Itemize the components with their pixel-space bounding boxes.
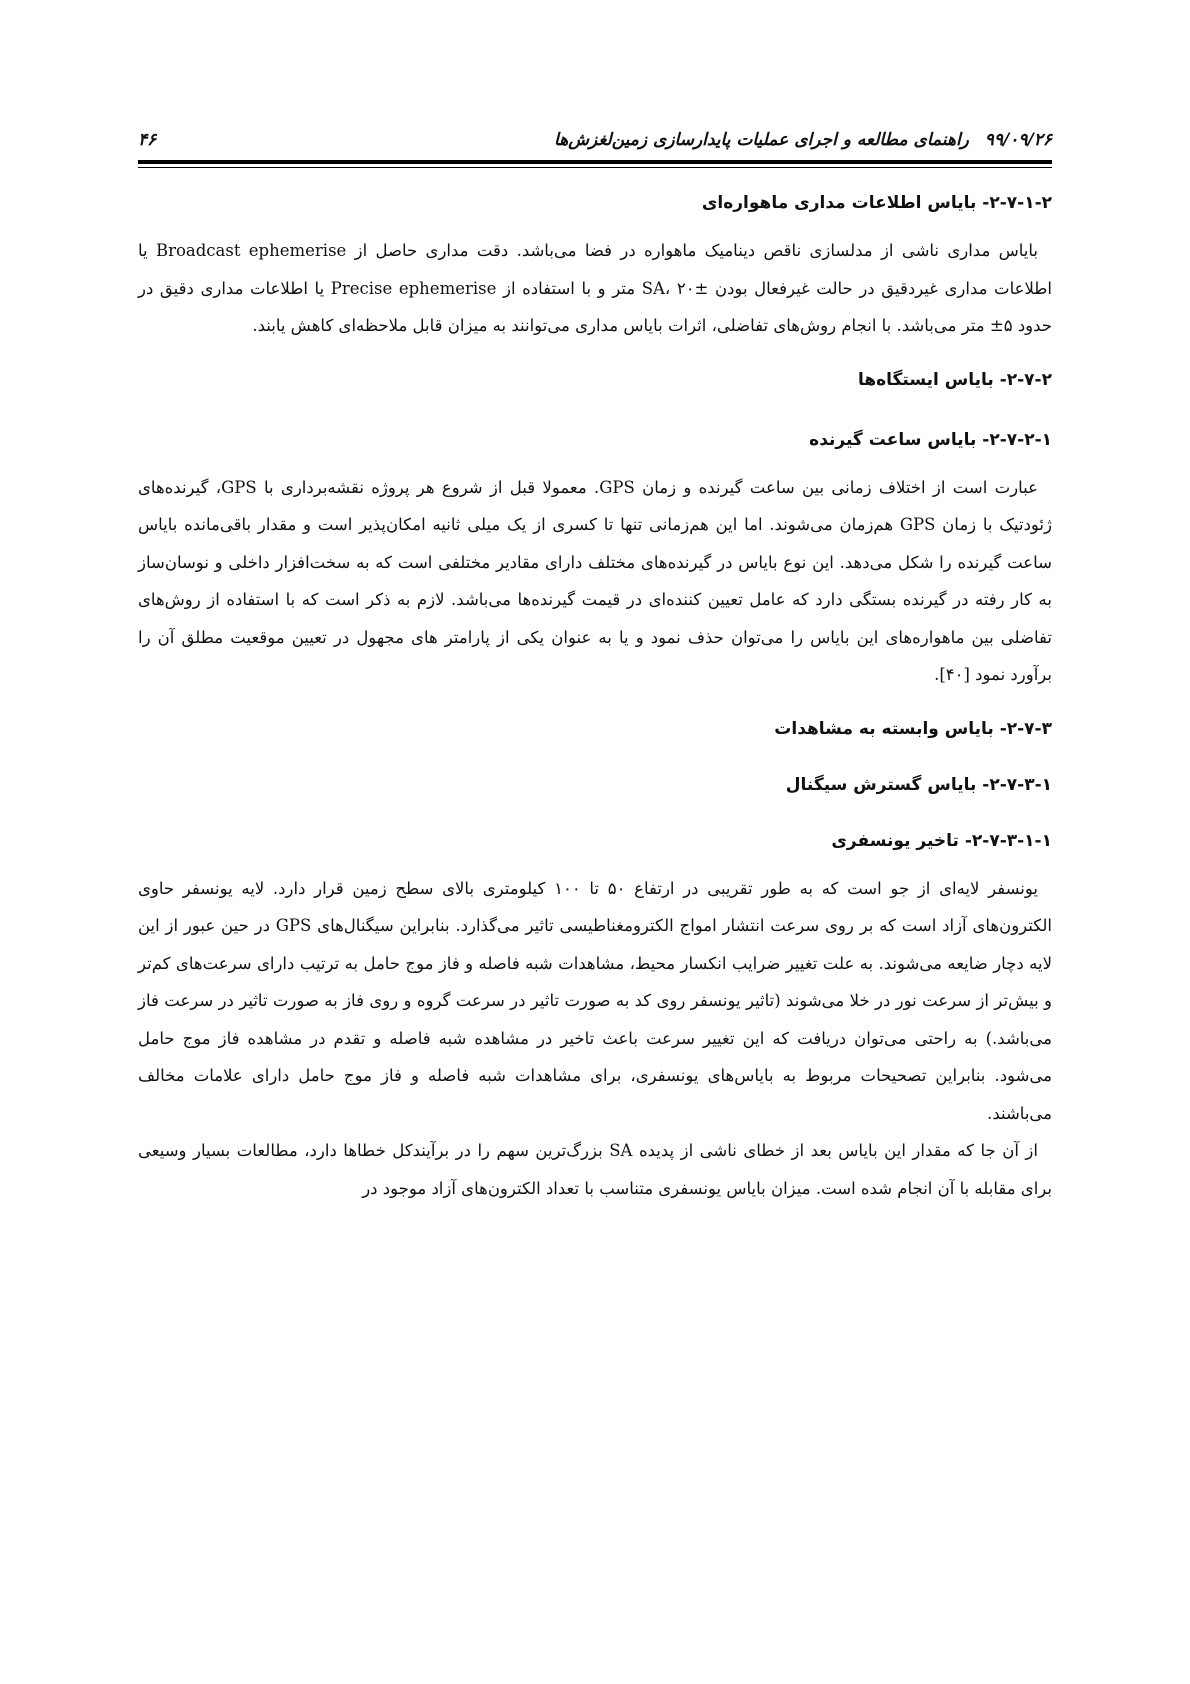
section-heading: ۲-۷-۳- بایاس وابسته به مشاهدات: [774, 718, 1052, 739]
running-header: [138, 125, 1052, 155]
section-heading: ۲-۷-۱-۲- بایاس اطلاعات مداری ماهواره‌ای: [701, 193, 1052, 213]
page-number: ۴۶: [138, 130, 157, 150]
header-date: ۹۹/۰۹/۲۶: [984, 130, 1052, 150]
section-paragraph: از آن جا که مقدار این بایاس بعد از خطای ناشی از پدیده SA بزرگ‌ترین سهم را در برآیندکل خطاها دارد، مطالعات بسیار وسیعی برای مقابله با آن انجام شده است. میزان بایاس یونسفری متناسب با تعداد الکترون‌های آزاد موجود در: [138, 1141, 1052, 1198]
section-paragraph: عبارت است از اختلاف زمانی بین ساعت گیرنده و زمان GPS. معمولا قبل از شروع هر پروژه نقشه‌برداری با GPS، گیرنده‌های ژئودتیک با زمان GPS هم‌زمان می‌شوند. اما این هم‌زمانی تنها تا کسری از یک میلی ثانیه امکان‌پذیر است و مقدار باقی‌مانده بایاس ساعت گیرنده را شکل می‌دهد. این نوع بایاس در گیرنده‌های مختلف دارای مقادیر مختلفی است که به سخت‌افزار داخلی و نوسان‌ساز به کار رفته در گیرنده بستگی دارد که عامل تعیین کننده‌ای در قیمت گیرنده‌ها می‌باشد. لازم به ذکر است که با استفاده از روش‌های تفاضلی بین ماهواره‌های این بایاس را می‌توان حذف نمود و یا به عنوان یکی از پارامتر های مجهول در تعیین موقعیت مطلق آن را برآورد نمود [۴۰].: [138, 477, 1052, 684]
section-heading: ۲-۷-۲-۱- بایاس ساعت گیرنده: [809, 429, 1052, 450]
running-header-title: [554, 130, 1052, 150]
header-rule-thin: [138, 167, 1052, 168]
section-heading: ۲-۷-۲- بایاس ایستگاه‌ها: [857, 369, 1052, 390]
section-paragraph: بایاس مداری ناشی از مدلسازی ناقص دینامیک ماهواره در فضا می‌باشد. دقت مداری حاصل از Broadcast ephemerise یا اطلاعات مداری غیردقیق در حالت غیرفعال بودن SA، ۲۰± متر و با استفاده از Precise ephemerise یا اطلاعات مداری دقیق در حدود ۵± متر می‌باشد. با انجام روش‌های تفاضلی، اثرات بایاس مداری می‌توانند به میزان قابل ملاحظه‌ای کاهش یابند.: [138, 241, 1053, 335]
section-heading: ۲-۷-۳-۱-۱- تاخیر یونسفری: [831, 830, 1052, 851]
header-rule-thick: [138, 160, 1052, 164]
header-title-text: راهنمای مطالعه و اجرای عملیات پایدارسازی زمین‌لغزش‌ها: [554, 130, 969, 150]
main-content: [138, 188, 1052, 1207]
section-paragraph: یونسفر لایه‌ای از جو است که به طور تقریبی در ارتفاع ۵۰ تا ۱۰۰ کیلومتری بالای سطح زمین قرار دارد. لایه یونسفر حاوی الکترون‌های آزاد است که بر روی سرعت انتشار امواج الکترومغناطیسی تاثیر می‌گذارد. بنابراین سیگنال‌های GPS در حین عبور از این لایه دچار ضایعه می‌شوند. به علت تغییر ضرایب انکسار محیط، مشاهدات شبه فاصله و فاز موج حامل به ترتیب دارای سرعت‌های کم‌تر و بیش‌تر از سرعت نور در خلا می‌شوند (تاثیر یونسفر روی کد به صورت تاثیر در سرعت گروه و روی فاز به صورت تاثیر در سرعت فاز می‌باشد.) به راحتی می‌توان دریافت که این تغییر سرعت باعث تاخیر در مشاهده شبه فاصله و تقدم در مشاهده فاز موج حامل می‌شود. بنابراین تصحیحات مربوط به بایاس‌های یونسفری، برای مشاهدات شبه فاصله و فاز موج حامل دارای علامات مخالف می‌باشند.: [138, 878, 1052, 1123]
section-heading: ۲-۷-۳-۱- بایاس گسترش سیگنال: [785, 774, 1052, 795]
